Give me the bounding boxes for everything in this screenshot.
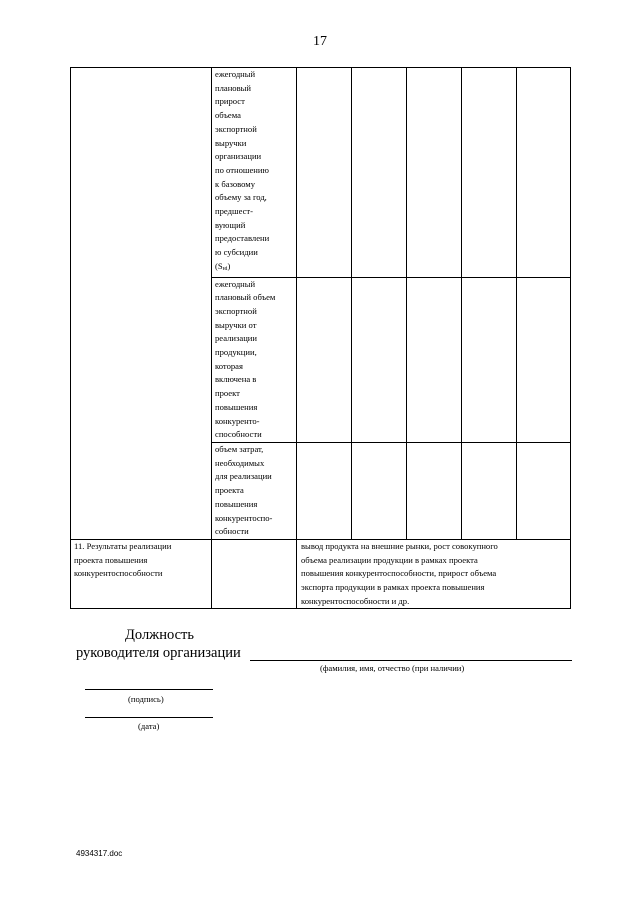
table-row	[71, 68, 571, 278]
label-line: плановый	[215, 82, 252, 93]
results-description-cell	[297, 539, 571, 609]
date-line	[85, 717, 213, 718]
value-cell	[407, 442, 462, 539]
label-line: предшест-	[215, 206, 254, 217]
description-line: повышения конкурентоспособности, прирост объема	[301, 568, 497, 579]
label-line: которая	[215, 360, 243, 371]
label-line: повышения	[215, 401, 258, 412]
description-line: конкурентоспособности и др.	[301, 595, 410, 606]
label-line: проекта повышения	[74, 554, 148, 565]
value-cell	[352, 277, 407, 442]
label-line: экспортной	[215, 123, 257, 134]
signature-line	[85, 689, 213, 690]
indicators-table	[70, 67, 571, 609]
name-caption: (фамилия, имя, отчество (при наличии)	[320, 663, 465, 673]
table-row	[71, 539, 571, 609]
label-line: к базовому	[215, 178, 256, 189]
symbol: S	[217, 260, 223, 271]
label-line: собности	[215, 526, 249, 537]
label-line: конкурентоспо-	[215, 512, 273, 523]
page-number: 17	[313, 34, 327, 49]
results-description-text	[301, 540, 567, 609]
value-cell	[462, 277, 517, 442]
group-label-cell	[71, 68, 212, 540]
label-line: выручки	[215, 137, 247, 148]
description-line: вывод продукта на внешние рынки, рост совокупного	[301, 540, 498, 551]
label-line: объема	[215, 110, 241, 121]
label-line: необходимых	[215, 457, 265, 468]
indicator-label-annual-volume	[212, 277, 297, 442]
label-line: реализации	[215, 333, 257, 344]
name-signature-line	[250, 660, 572, 661]
indicator-label-annual-growth	[212, 68, 297, 278]
signature-caption: (подпись)	[128, 694, 164, 704]
label-line: проекта	[215, 485, 244, 496]
label-line: выручки от	[215, 319, 257, 330]
label-line: экспортной	[215, 305, 257, 316]
value-cell	[462, 442, 517, 539]
indicator-label-text	[215, 443, 293, 539]
label-line: повышения	[215, 498, 258, 509]
indicator-label-text	[215, 68, 293, 277]
value-cell	[517, 442, 571, 539]
value-cell	[297, 277, 352, 442]
indicator-label-costs	[212, 442, 297, 539]
label-line: конкурентоспособности	[74, 568, 163, 579]
label-line: способности	[215, 429, 262, 440]
value-cell	[297, 68, 352, 278]
value-cell	[297, 442, 352, 539]
value-cell	[352, 442, 407, 539]
label-line: ю субсидии	[215, 247, 258, 258]
value-cell	[462, 68, 517, 278]
description-line: экспорта продукции в рамках проекта повышения	[301, 582, 485, 593]
label-line: прирост	[215, 96, 245, 107]
value-cell	[407, 68, 462, 278]
label-line: включена в	[215, 374, 257, 385]
description-line: объема реализации продукции в рамках проекта	[301, 554, 478, 565]
label-line: ежегодный	[215, 69, 256, 79]
results-label-cell	[71, 539, 212, 609]
value-cell	[517, 277, 571, 442]
label-line: конкуренто-	[215, 415, 260, 426]
indicator-label-text	[215, 278, 293, 442]
label-line: 11. Результаты реализации	[74, 540, 172, 551]
value-cell	[517, 68, 571, 278]
footer-file-name: 4934317.doc	[76, 849, 123, 858]
label-line: плановый объем	[215, 292, 276, 303]
label-line: для реализации	[215, 471, 272, 482]
label-line: объему за год,	[215, 192, 267, 203]
results-label-text	[74, 540, 208, 581]
symbol-subscript: ні	[222, 265, 228, 272]
label-line: предоставлени	[215, 233, 270, 244]
value-cell	[407, 277, 462, 442]
position-title-line1: Должность	[125, 627, 194, 643]
label-line: ежегодный	[215, 278, 256, 289]
results-empty-cell	[212, 539, 297, 609]
label-line: объем затрат,	[215, 443, 264, 454]
label-line: вующий	[215, 219, 246, 230]
label-line: проект	[215, 388, 240, 399]
label-line: организации	[215, 151, 262, 162]
label-line: продукции,	[215, 347, 257, 358]
position-title-line2: руководителя организации	[76, 645, 241, 661]
label-line: по отношению	[215, 164, 269, 175]
symbol-line: (Sні)	[215, 260, 231, 272]
date-caption: (дата)	[138, 721, 160, 731]
value-cell	[352, 68, 407, 278]
